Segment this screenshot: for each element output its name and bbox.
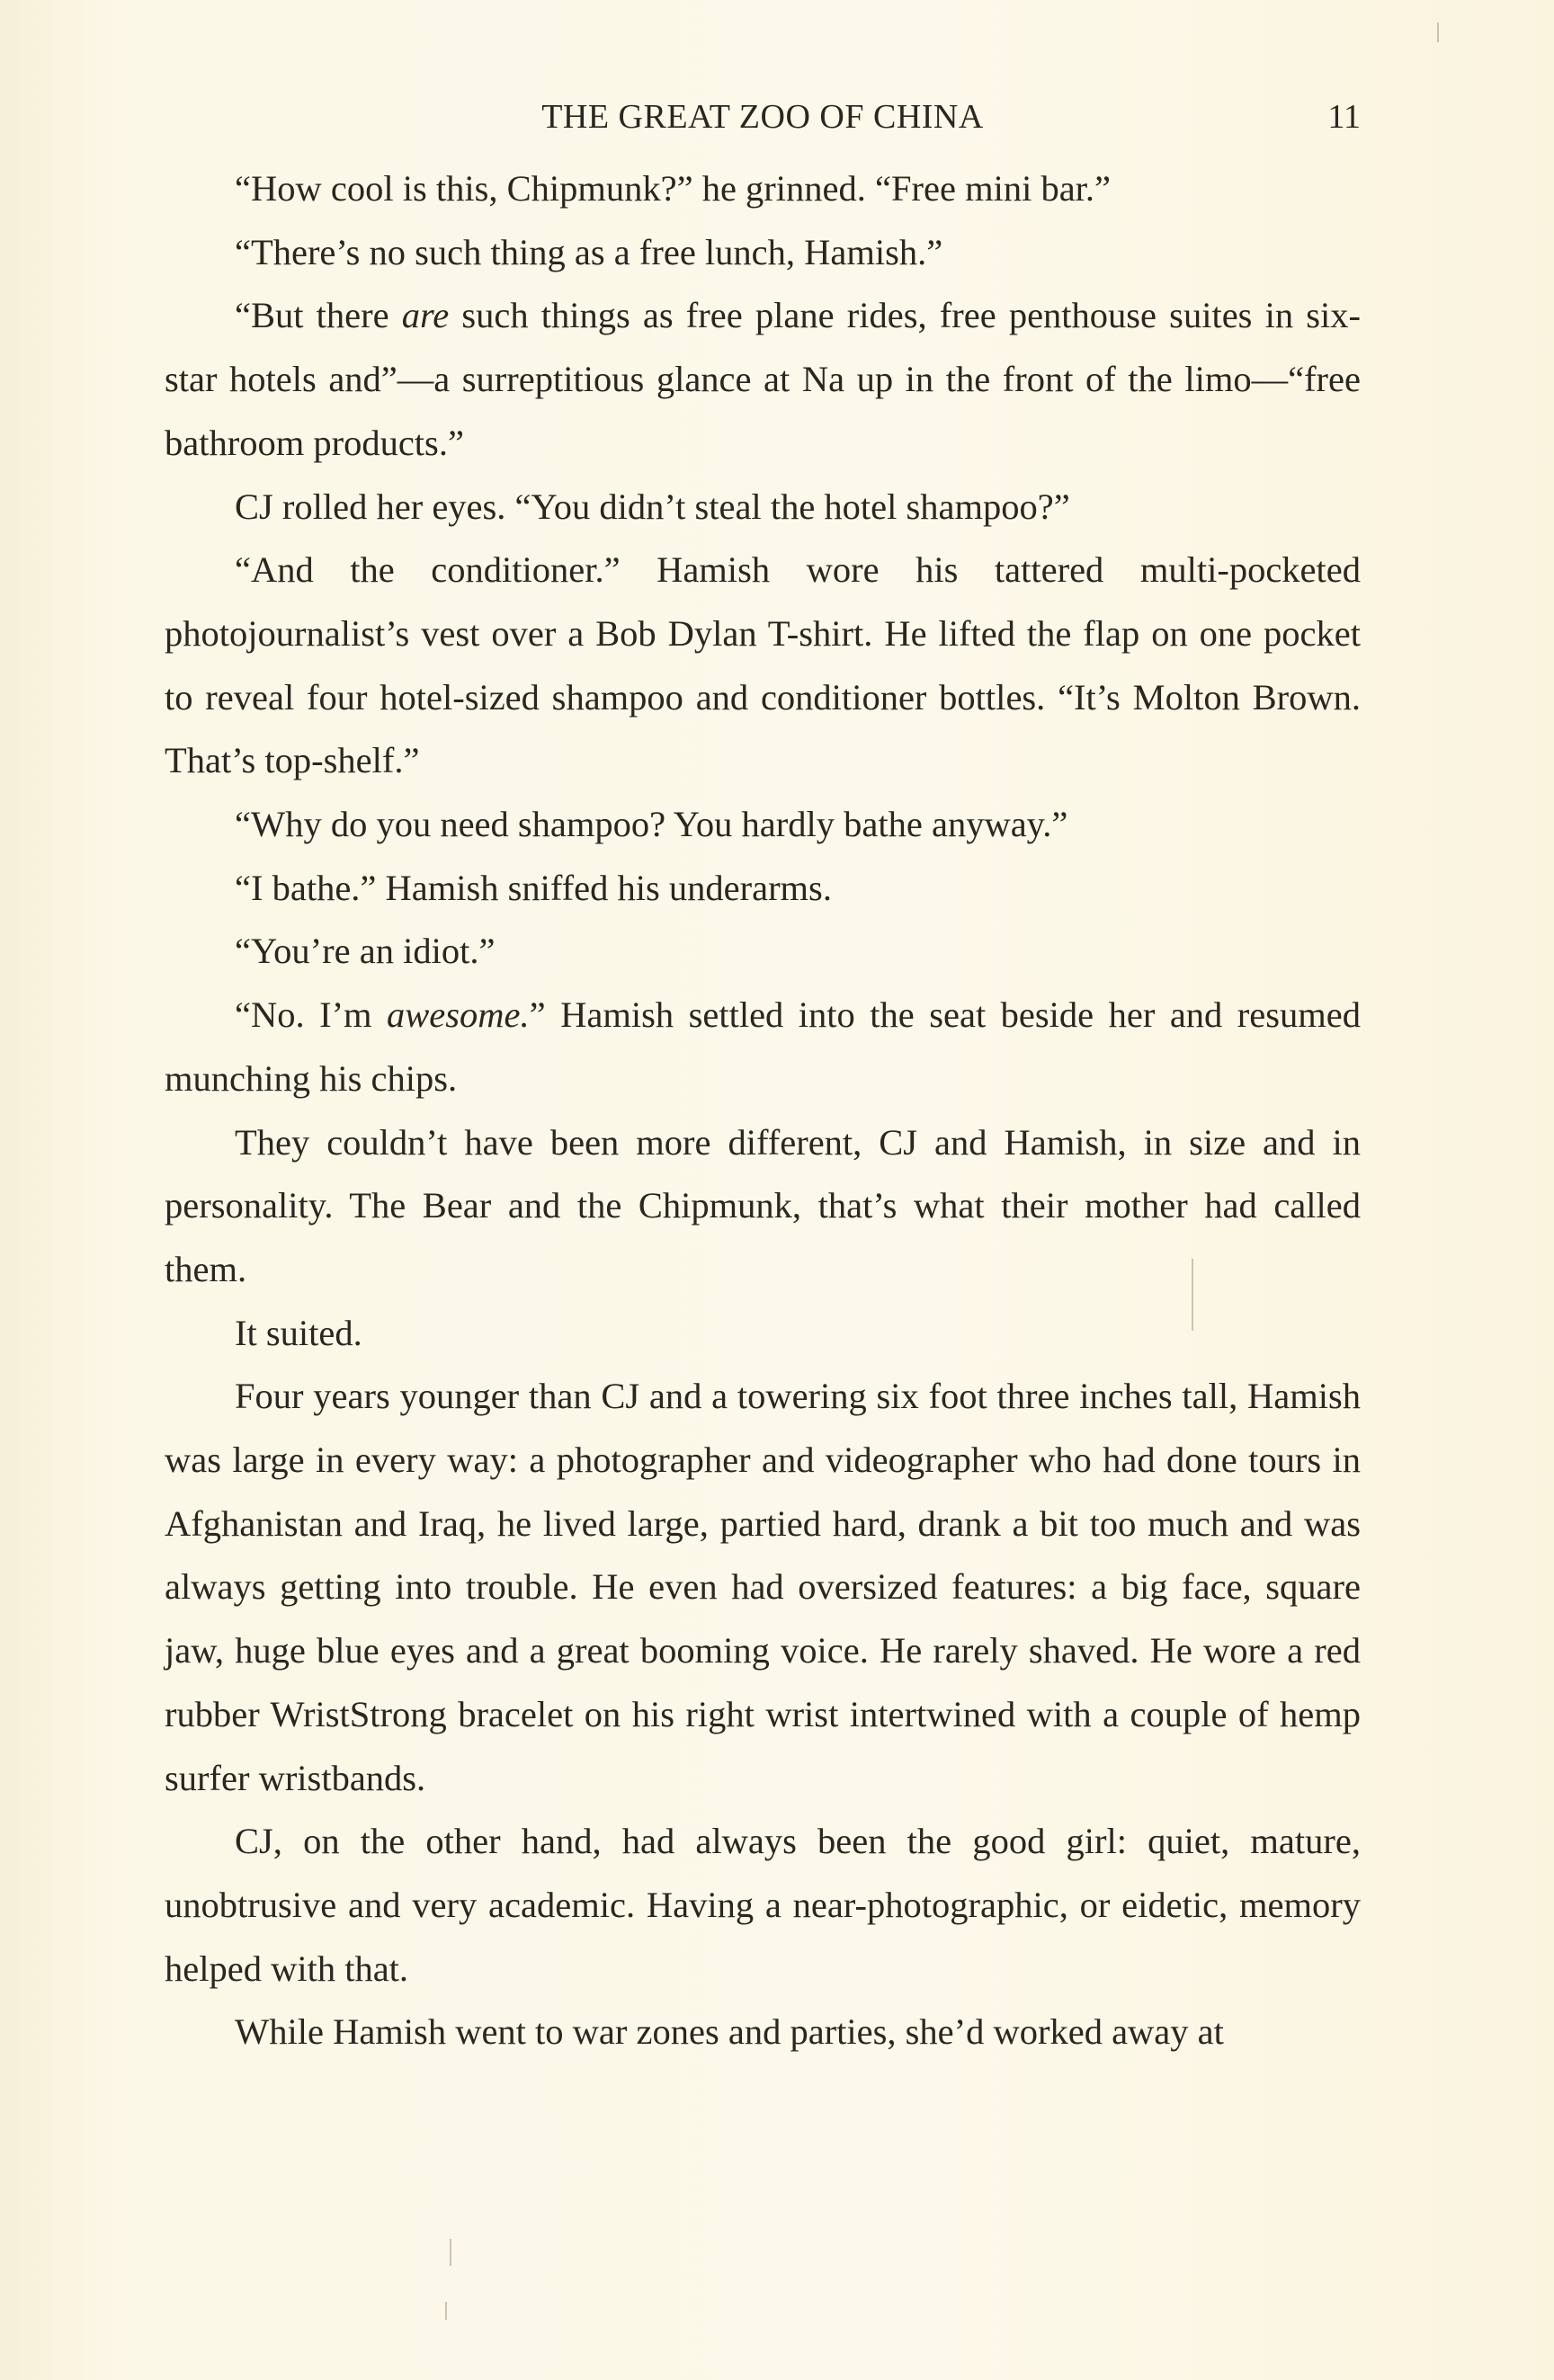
text-run: such things as free plane rides, free penthouse suites in six-star hotels and”—a surreptitious glance at Na up in the front of the limo—“free bathroom products.” [165, 295, 1361, 463]
paragraph: “You’re an idiot.” [235, 931, 496, 972]
paragraph: CJ, on the other hand, had always been the good girl: quiet, mature, unobtrusive and very academic. Having a near-photographic, or eidetic, memory helped with that. [165, 1821, 1361, 1989]
paragraph [165, 284, 1361, 475]
scan-mark [1192, 1259, 1193, 1331]
paragraph: “Why do you need shampoo? You hardly bathe anyway.” [235, 804, 1068, 845]
body-text [165, 157, 1361, 2064]
scan-mark [1437, 22, 1439, 42]
page-number: 11 [1327, 98, 1361, 136]
paragraph: They couldn’t have been more different, CJ and Hamish, in size and in personality. The Bear and the Chipmunk, that’s what their mother had called them. [165, 1121, 1361, 1289]
text-run: “But there [235, 295, 402, 336]
paragraph: Four years younger than CJ and a towering six foot three inches tall, Hamish was large in every way: a photographer and videographer who had done tours in Afghanistan and Iraq, he lived large, partied hard, drank a bit too much and was always getting into trouble. He even had oversized features: a big face, square jaw, huge blue eyes and a great booming voice. He rarely shaved. He wore a red rubber WristStrong bracelet on his right wrist intertwined with a couple of hemp surfer wristbands. [165, 1376, 1361, 1798]
text-run: ” Hamish settled into the seat beside her and resumed munching his chips. [165, 994, 1361, 1099]
scan-mark [450, 2239, 451, 2266]
paragraph: “I bathe.” Hamish sniffed his underarms. [235, 867, 832, 908]
paragraph: “How cool is this, Chipmunk?” he grinned. “Free mini bar.” [235, 168, 1112, 209]
scan-mark [445, 2302, 447, 2320]
paragraph: CJ rolled her eyes. “You didn’t steal the hotel shampoo?” [235, 486, 1070, 527]
emphasis: awesome. [387, 994, 530, 1036]
running-title: THE GREAT ZOO OF CHINA [541, 98, 984, 136]
page-header [165, 90, 1361, 144]
paragraph: “There’s no such thing as a free lunch, Hamish.” [235, 231, 943, 272]
paragraph: While Hamish went to war zones and parties, she’d worked away at [235, 2011, 1224, 2053]
text-run: “No. I’m [235, 994, 388, 1036]
paragraph: “And the conditioner.” Hamish wore his tattered multi-pocketed photojournalist’s vest over a Bob Dylan T-shirt. He lifted the flap on one pocket to reveal four hotel-sized shampoo and conditioner bottles. “It’s Molton Brown. That’s top-shelf.” [165, 549, 1361, 781]
emphasis: are [401, 295, 450, 336]
paragraph [165, 984, 1361, 1110]
paragraph: It suited. [235, 1312, 362, 1353]
